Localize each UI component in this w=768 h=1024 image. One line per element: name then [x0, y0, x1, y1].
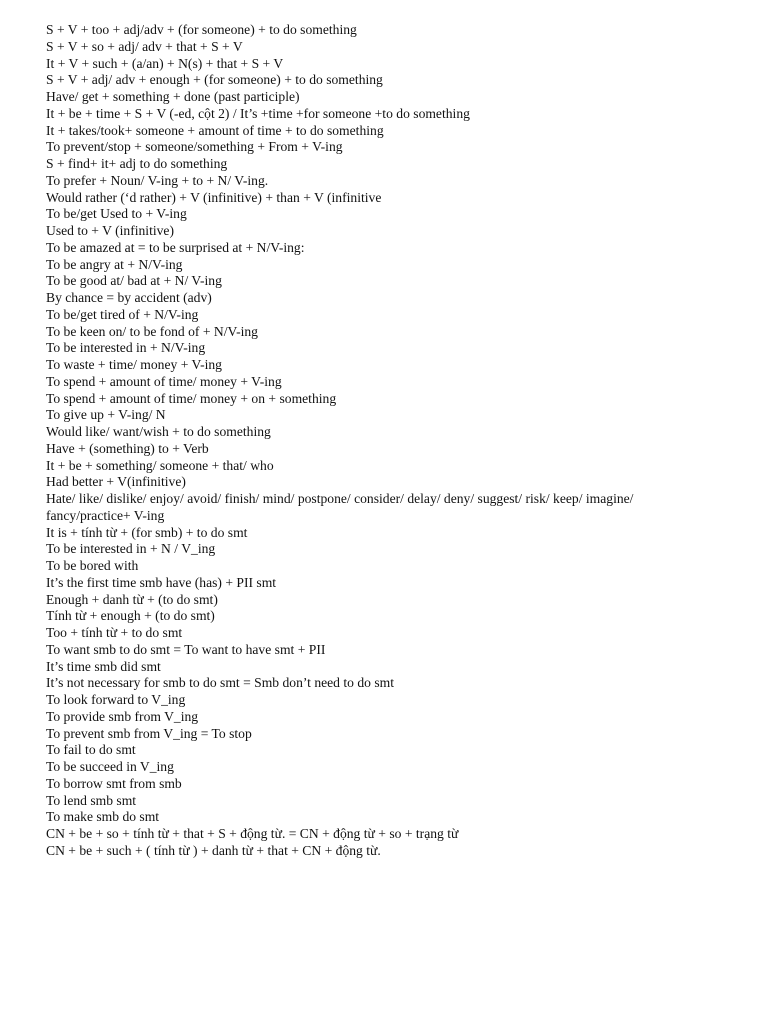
text-line: S + find+ it+ adj to do something	[46, 156, 228, 171]
text-line: To be interested in + N/V-ing	[46, 340, 206, 356]
text-line: To want smb to do smt = To want to have smt + PII	[46, 641, 326, 657]
grammar-structure-list	[46, 22, 736, 860]
text-line: To be amazed at = to be surprised at + N/V-ing:	[46, 239, 305, 255]
text-line: Have + (something) to + Verb	[46, 440, 209, 456]
text-line: It + takes/took+ someone + amount of time + to do something	[46, 122, 384, 138]
text-line: To fail to do smt	[46, 742, 136, 758]
text-line: To look forward to V_ing	[46, 692, 186, 707]
text-line: Too + tính từ + to do smt	[46, 625, 183, 640]
text-line: To be succeed in V_ing	[46, 759, 174, 774]
text-line: To be/get tired of + N/V-ing	[46, 306, 199, 322]
text-line: CN + be + so + tính từ + that + S + động từ. = CN + động từ + so + trạng từ	[46, 826, 459, 841]
text-line: To be keen on/ to be fond of + N/V-ing	[46, 323, 258, 339]
text-line: S + V + too + adj/adv + (for someone) + to do something	[46, 22, 357, 37]
text-line: CN + be + such + ( tính từ ) + danh từ + that + CN + động từ.	[46, 842, 381, 858]
text-line: It + be + time + S + V (-ed, cột 2) / It’s +time +for someone +to do something	[46, 105, 470, 121]
text-line: To give up + V-ing/ N	[46, 407, 166, 423]
text-line: Have/ get + something + done (past participle)	[46, 89, 300, 104]
text-line: Enough + danh từ + (to do smt)	[46, 591, 218, 607]
text-line: S + V + so + adj/ adv + that + S + V	[46, 38, 243, 54]
text-line: To be bored with	[46, 558, 139, 573]
text-line: To make smb do smt	[46, 809, 160, 825]
text-line: Would like/ want/wish + to do something	[46, 424, 271, 439]
text-line: It is + tính từ + (for smb) + to do smt	[46, 524, 248, 540]
text-line: To be good at/ bad at + N/ V-ing	[46, 273, 222, 289]
text-line: It’s time smb did smt	[46, 658, 161, 674]
text-line: To borrow smt from smb	[46, 775, 182, 791]
text-line: To lend smb smt	[46, 792, 137, 808]
text-line: It + be + something/ someone + that/ who	[46, 457, 274, 473]
text-line: To be angry at + N/V-ing	[46, 256, 183, 272]
text-line: To prevent/stop + someone/something + From + V-ing	[46, 139, 343, 155]
text-line: To prevent smb from V_ing = To stop	[46, 725, 252, 741]
text-line: Had better + V(infinitive)	[46, 474, 186, 490]
text-line: S + V + adj/ adv + enough + (for someone) + to do something	[46, 72, 383, 88]
text-line: To prefer + Noun/ V-ing + to + N/ V-ing.	[46, 172, 269, 188]
text-line: It’s the first time smb have (has) + PII smt	[46, 574, 277, 590]
text-line: By chance = by accident (adv)	[46, 290, 212, 305]
text-line: It + V + such + (a/an) + N(s) + that + S + V	[46, 55, 284, 71]
text-line: To be/get Used to + V-ing	[46, 206, 187, 222]
text-line: Hate/ like/ dislike/ enjoy/ avoid/ finish/ mind/ postpone/ consider/ delay/ deny/ suggest/ risk/ keep/ imagine/	[46, 491, 634, 506]
text-line: fancy/practice+ V-ing	[46, 507, 165, 523]
text-line: To be interested in + N / V_ing	[46, 541, 216, 557]
text-line: It’s not necessary for smb to do smt = Smb don’t need to do smt	[46, 675, 394, 691]
text-line: To waste + time/ money + V-ing	[46, 357, 222, 372]
text-line: To provide smb from V_ing	[46, 708, 199, 724]
text-line: Would rather (‘d rather) + V (infinitive) + than + V (infinitive	[46, 189, 382, 205]
text-line: To spend + amount of time/ money + V-ing	[46, 373, 282, 389]
text-line: Tính từ + enough + (to do smt)	[46, 608, 215, 624]
text-line: Used to + V (infinitive)	[46, 223, 174, 238]
text-line: To spend + amount of time/ money + on + something	[46, 390, 337, 406]
